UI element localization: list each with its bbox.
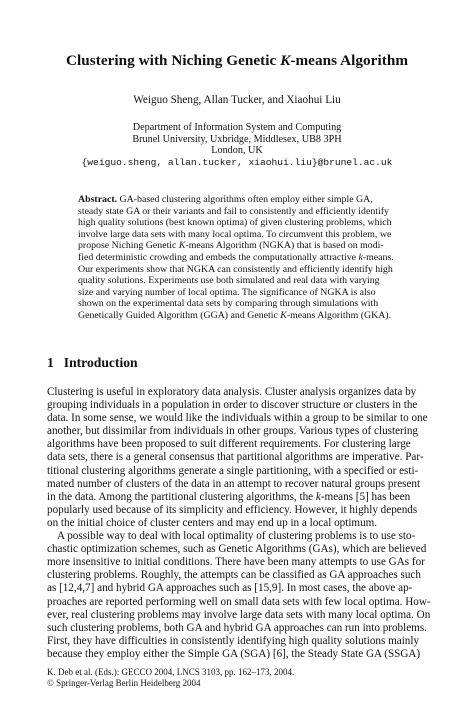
- abstract-line: size and varying number of local optima. The significance of NGKA is also: [78, 286, 376, 298]
- paragraph-line: ever, real clustering problems may involve large data sets with many local optima. On: [47, 608, 431, 621]
- abstract-line: [78, 194, 396, 206]
- abstract-line: propose Niching Genetic K-means Algorithm (NGKA) that is based on modi-: [78, 240, 384, 252]
- title-part-2: -means Algorithm: [290, 52, 409, 69]
- abstract: [78, 194, 396, 322]
- section-title: Introduction: [63, 355, 138, 370]
- abstract-line: steady state GA or their variants and fail to consistently and efficiently identify: [78, 205, 389, 217]
- copyright-line: © Springer-Verlag Berlin Heidelberg 2004: [47, 678, 201, 688]
- abstract-label: Abstract.: [78, 194, 118, 205]
- section-heading: [47, 355, 138, 371]
- title-part-1: Clustering with Niching Genetic: [65, 52, 281, 69]
- paragraph-line: on the initial choice of cluster centers and may end up in a local optimum.: [47, 516, 378, 529]
- paragraph-line: another, but dissimilar from individuals in other groups. Various types of clustering: [47, 425, 418, 438]
- affiliation-line-3: London, UK: [211, 145, 263, 157]
- paragraph-line: First, they have difficulties in consistently identifying high quality solutions mainly: [47, 634, 420, 647]
- abstract-line: quality solutions. Experiments use both simulated and real data with varying: [78, 275, 380, 287]
- abstract-text: GA-based clustering algorithms often employ either simple GA,: [117, 194, 373, 205]
- section-number: 1: [47, 355, 54, 370]
- citation-line: K. Deb et al. (Eds.): GECCO 2004, LNCS 3103, pp. 162–173, 2004.: [47, 667, 295, 677]
- body-text: [47, 386, 429, 661]
- paragraph-line: in the data. Among the partitional clustering algorithms, the k-means [5] has been: [47, 490, 411, 503]
- paragraph-line: grouping individuals in a population in order to discover structure or clusters in the: [47, 399, 418, 412]
- abstract-line: fied deterministic crowding and embeds the computationally attractive k-means.: [78, 251, 394, 263]
- paragraph-line: data sets, there is a general consensus that partitional algorithms are imperative. Par-: [47, 451, 424, 464]
- paragraph-line: such clustering problems, both GA and hybrid GA approaches can run into problems.: [47, 621, 427, 634]
- paragraph-line: titional clustering algorithms generate a single partitioning, with a specified or esti-: [47, 464, 419, 477]
- paragraph-line: because they employ either the Simple GA (SGA) [6], the Steady State GA (SSGA): [47, 647, 421, 660]
- title-italic-k: K: [280, 52, 291, 69]
- paragraph-line: data. In some sense, we would like the individuals within a group to be similar to one: [47, 412, 428, 425]
- paragraph-line: A possible way to deal with local optimality of clustering problems is to use sto-: [57, 530, 416, 543]
- abstract-line: shown on the experimental data sets by comparing through simulations with: [78, 298, 379, 310]
- author-emails: {weiguo.sheng, allan.tucker, xiaohui.liu}@brunel.ac.uk: [81, 156, 393, 168]
- authors: Weiguo Sheng, Allan Tucker, and Xiaohui Liu: [133, 94, 341, 106]
- abstract-line: involve large data sets with many local optima. To circumvent this problem, we: [78, 228, 392, 240]
- paragraph-line: more insensitive to initial conditions. There have been many attempts to use GAs for: [47, 556, 425, 569]
- paper-title: [0, 52, 474, 70]
- affiliation-line-2: Brunel University, Uxbridge, Middlesex, UB8 3PH: [132, 133, 342, 145]
- paragraph-line: proaches are reported performing well on small data sets with few local optima. How-: [47, 595, 431, 608]
- abstract-line: high quality solutions (best known optima) of given clustering problems, which: [78, 217, 392, 229]
- abstract-line: Genetically Guided Algorithm (GGA) and Genetic K-means Algorithm (GKA).: [78, 309, 392, 321]
- citation-footer: [47, 667, 294, 689]
- paragraph-line: mated number of clusters of the data in an attempt to recover natural groups present: [47, 477, 421, 490]
- affiliation-line-1: Department of Information System and Computing: [132, 122, 342, 133]
- paragraph-line: clustering problems. Roughly, the attempts can be classified as GA approaches such: [47, 569, 421, 582]
- paragraph-line: algorithms have been proposed to suit different requirements. For clustering large: [47, 438, 411, 451]
- paragraph-line: popularly used because of its simplicity and efficiency. However, it highly depends: [47, 503, 418, 516]
- paragraph-line: chastic optimization schemes, such as Genetic Algorithms (GAs), which are believed: [47, 543, 427, 556]
- abstract-line: Our experiments show that NGKA can consistently and efficiently identify high: [78, 263, 393, 275]
- affiliation: [0, 122, 474, 168]
- paragraph-line: as [12,4,7] and hybrid GA approaches such as [15,9]. In most cases, the above ap-: [47, 582, 413, 595]
- paragraph-line: Clustering is useful in exploratory data analysis. Cluster analysis organizes data by: [47, 386, 417, 398]
